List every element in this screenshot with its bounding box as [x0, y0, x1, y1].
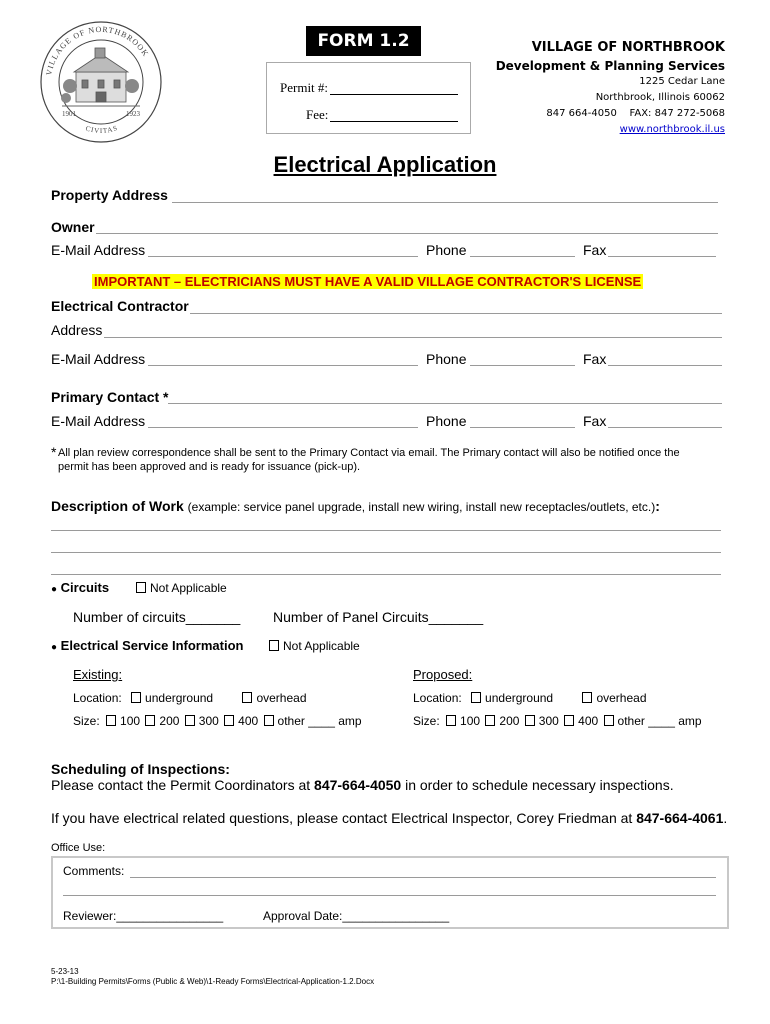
circuits-label: Circuits: [60, 580, 110, 595]
location-label: Location:: [413, 691, 462, 705]
overhead-label: overhead: [596, 691, 647, 705]
svg-text:1923: 1923: [126, 110, 140, 118]
number-of-circuits[interactable]: Number of circuits_______: [73, 609, 241, 625]
checkbox-icon[interactable]: [525, 715, 535, 726]
contact-fax-field[interactable]: [608, 427, 722, 428]
checkbox-icon[interactable]: [471, 692, 481, 703]
checkbox-icon[interactable]: [269, 640, 279, 651]
existing-size-300[interactable]: [185, 714, 219, 728]
existing-size-100[interactable]: [106, 714, 140, 728]
contractor-field[interactable]: [190, 313, 722, 314]
size-option-label: 100: [120, 714, 141, 728]
existing-size-200[interactable]: [145, 714, 179, 728]
permit-label: Permit #:: [280, 80, 329, 95]
important-notice: IMPORTANT – ELECTRICIANS MUST HAVE A VALID VILLAGE CONTRACTOR'S LICENSE: [94, 274, 642, 289]
checkbox-icon[interactable]: [264, 715, 274, 726]
size-option-label: 100: [460, 714, 481, 728]
size-option-label: 400: [578, 714, 599, 728]
proposed-location-row: [413, 691, 647, 705]
proposed-size-400[interactable]: [564, 714, 598, 728]
permit-fee-box: [266, 62, 471, 134]
contractor-fax-field[interactable]: [608, 365, 722, 366]
location-label: Location:: [73, 691, 122, 705]
checkbox-icon[interactable]: [564, 715, 574, 726]
checkbox-icon[interactable]: [446, 715, 456, 726]
description-label: Description of Work: [51, 498, 184, 514]
questions-text-after: .: [723, 810, 728, 826]
other-label: other ____ amp: [277, 714, 362, 728]
overhead-label: overhead: [256, 691, 307, 705]
contractor-email-label: E-Mail Address: [51, 351, 146, 367]
contractor-phone-field[interactable]: [470, 365, 575, 366]
existing-heading: Existing:: [73, 667, 123, 682]
size-option-label: 300: [538, 714, 559, 728]
contractor-address-label: Address: [51, 322, 103, 338]
footer-date: 5-23-13: [51, 967, 79, 976]
checkbox-icon[interactable]: [145, 715, 155, 726]
other-label: other ____ amp: [617, 714, 702, 728]
office-use-label: Office Use:: [51, 842, 106, 854]
inspector-phone: 847-664-4061: [636, 810, 724, 826]
property-address-field[interactable]: [172, 202, 718, 203]
scheduling-text: [51, 777, 674, 793]
size-option-label: 400: [238, 714, 259, 728]
fee-field[interactable]: [330, 121, 458, 122]
primary-contact-label: Primary Contact *: [51, 389, 169, 405]
circuits-heading: [51, 580, 109, 595]
service-heading: [51, 638, 243, 653]
contact-fax-label: Fax: [583, 413, 607, 429]
property-address-label: Property Address: [51, 187, 168, 203]
size-label: Size:: [413, 714, 440, 728]
comments-field[interactable]: [130, 877, 716, 878]
footnote-line-1: All plan review correspondence shall be sent to the Primary Contact via email. The Primary contact will also be notified once the: [58, 447, 680, 459]
dept-name: Development & Planning Services: [495, 59, 725, 73]
underground-label: underground: [485, 691, 554, 705]
description-line-1[interactable]: [51, 530, 721, 531]
existing-overhead-option[interactable]: [242, 691, 306, 705]
description-line-2[interactable]: [51, 552, 721, 553]
existing-size-400[interactable]: [224, 714, 258, 728]
size-option-label: 200: [159, 714, 180, 728]
fee-label: Fee:: [306, 107, 329, 122]
scheduling-text-before: Please contact the Permit Coordinators at: [51, 777, 315, 793]
svg-text:VILLAGE OF NORTHBROOK: VILLAGE OF NORTHBROOK: [44, 24, 151, 77]
contractor-fax-label: Fax: [583, 351, 607, 367]
owner-email-label: E-Mail Address: [51, 242, 146, 258]
checkbox-icon[interactable]: [185, 715, 195, 726]
checkbox-icon[interactable]: [582, 692, 592, 703]
org-name: VILLAGE OF NORTHBROOK: [531, 40, 725, 55]
scheduling-text-after: in order to schedule necessary inspections.: [401, 777, 674, 793]
permit-field[interactable]: [330, 94, 458, 95]
underground-label: underground: [145, 691, 214, 705]
village-seal: [38, 20, 164, 144]
proposed-size-other[interactable]: [604, 714, 702, 728]
bullet-icon: ●: [51, 584, 58, 595]
website-link[interactable]: www.northbrook.il.us: [619, 124, 725, 135]
checkbox-icon[interactable]: [485, 715, 495, 726]
checkbox-icon[interactable]: [224, 715, 234, 726]
proposed-underground-option[interactable]: [471, 691, 553, 705]
comments-field-2[interactable]: [63, 895, 716, 896]
checkbox-icon[interactable]: [242, 692, 252, 703]
description-example: (example: service panel upgrade, install new wiring, install new receptacles/outlets, etc.): [187, 500, 656, 514]
size-label: Size:: [73, 714, 100, 728]
size-option-label: 300: [198, 714, 219, 728]
contact-email-label: E-Mail Address: [51, 413, 146, 429]
proposed-heading: Proposed:: [413, 667, 473, 682]
owner-email-field[interactable]: [148, 256, 418, 257]
contact-phone-field[interactable]: [470, 427, 575, 428]
owner-fax-field[interactable]: [608, 256, 716, 257]
scheduling-heading: Scheduling of Inspections:: [51, 761, 230, 777]
existing-location-row: [73, 691, 307, 705]
contractor-address-field[interactable]: [104, 337, 722, 338]
contact-phone-label: Phone: [426, 413, 467, 429]
checkbox-icon[interactable]: [131, 692, 141, 703]
contractor-phone-label: Phone: [426, 351, 467, 367]
contact-email-field[interactable]: [148, 427, 418, 428]
owner-phone-field[interactable]: [470, 256, 575, 257]
owner-label: Owner: [51, 219, 95, 235]
not-applicable-label: Not Applicable: [283, 639, 360, 653]
owner-phone-label: Phone: [426, 242, 467, 258]
form-label-badge: FORM 1.2: [306, 26, 421, 56]
description-heading: [51, 498, 660, 514]
checkbox-icon[interactable]: [604, 715, 614, 726]
page-title: Electrical Application: [273, 152, 497, 177]
footnote-star: *: [51, 444, 57, 460]
existing-size-row: [73, 714, 362, 728]
service-not-applicable[interactable]: [269, 639, 360, 653]
questions-text: [51, 810, 727, 826]
circuits-not-applicable[interactable]: [136, 581, 227, 595]
village-info: [496, 40, 725, 138]
phone-fax: 847 664-4050 FAX: 847 272-5068: [546, 108, 725, 119]
street-address: 1225 Cedar Lane: [639, 76, 725, 87]
approval-date-field[interactable]: Approval Date:________________: [263, 909, 450, 923]
description-colon: :: [655, 498, 660, 514]
comments-label: Comments:: [63, 864, 125, 878]
not-applicable-label: Not Applicable: [150, 581, 227, 595]
proposed-overhead-option[interactable]: [582, 691, 646, 705]
svg-text:1901: 1901: [62, 110, 76, 118]
proposed-size-row: [413, 714, 702, 728]
contractor-label: Electrical Contractor: [51, 298, 189, 314]
reviewer-field[interactable]: Reviewer:________________: [63, 909, 224, 923]
permit-coordinator-phone: 847-664-4050: [314, 777, 402, 793]
proposed-size-200[interactable]: [485, 714, 519, 728]
existing-underground-option[interactable]: [131, 691, 213, 705]
contractor-email-field[interactable]: [148, 365, 418, 366]
number-of-panel-circuits[interactable]: Number of Panel Circuits_______: [273, 609, 484, 625]
existing-size-other[interactable]: [264, 714, 362, 728]
size-option-label: 200: [499, 714, 520, 728]
city-address: Northbrook, Illinois 60062: [595, 92, 725, 103]
checkbox-icon[interactable]: [136, 582, 146, 593]
footnote-line-2: permit has been approved and is ready for issuance (pick-up).: [58, 461, 361, 473]
svg-text:CIVITAS: CIVITAS: [84, 123, 120, 136]
primary-contact-field[interactable]: [168, 403, 722, 404]
questions-text-before: If you have electrical related questions, please contact Electrical Inspector, Corey Friedman at: [51, 810, 637, 826]
checkbox-icon[interactable]: [106, 715, 116, 726]
proposed-size-100[interactable]: [446, 714, 480, 728]
description-line-3[interactable]: [51, 574, 721, 575]
footer-path: P:\1-Building Permits\Forms (Public & Web)\1-Ready Forms\Electrical-Application-1.2.Docx: [51, 977, 375, 986]
proposed-size-300[interactable]: [525, 714, 559, 728]
bullet-icon: ●: [51, 642, 58, 653]
owner-field[interactable]: [96, 233, 718, 234]
service-label: Electrical Service Information: [60, 638, 244, 653]
owner-fax-label: Fax: [583, 242, 607, 258]
